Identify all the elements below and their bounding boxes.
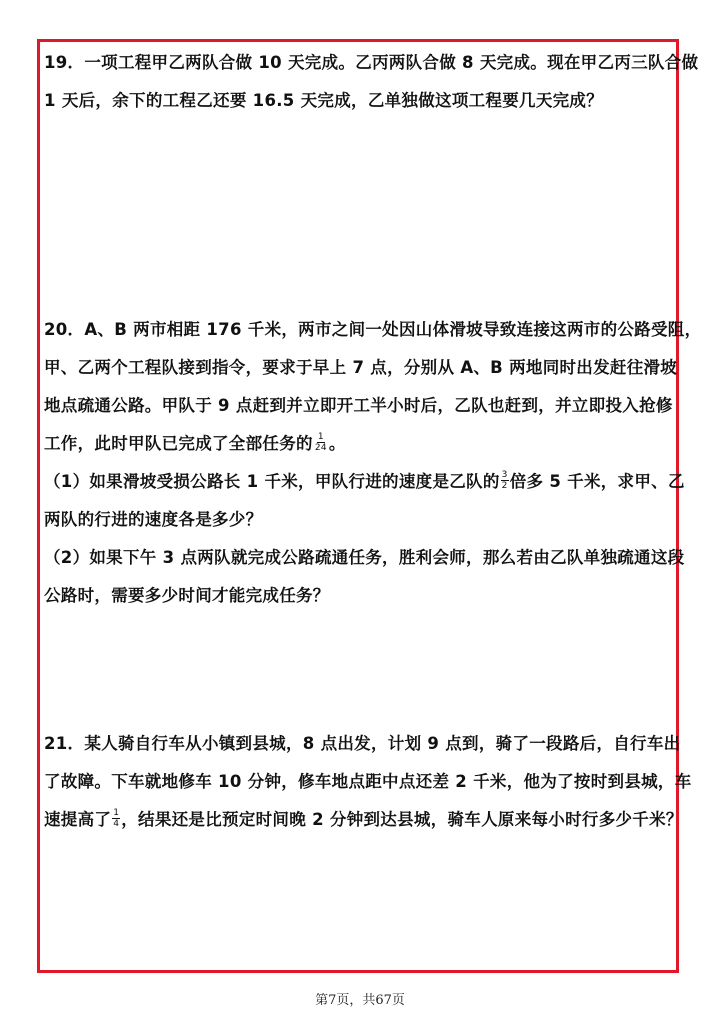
problem-20-line-4-end: 。 (328, 434, 346, 453)
problem-20-sub1-text-end: 倍多 5 千米，求甲、乙 (509, 472, 685, 491)
problem-20-sub2-line-2: 公路时，需要多少时间才能完成任务？ (44, 586, 330, 605)
fraction-denominator: 24 (314, 443, 327, 453)
problem-21-line-2: 了故障。下车就地修车 10 分钟，修车地点距中点还差 2 千米，他为了按时到县城，车 (44, 772, 692, 791)
problem-21-line-3-text: 速提高了 (44, 810, 112, 829)
problem-20-line-4-text: 工作，此时甲队已完成了全部任务的 (44, 434, 313, 453)
problem-19-line-2: 1 天后，余下的工程乙还要 16.5 天完成，乙单独做这项工程要几天完成？ (44, 91, 604, 110)
problem-21-line-3-end: ，结果还是比预定时间晚 2 分钟到达县城，骑车人原来每小时行多少千米？ (121, 810, 683, 829)
fraction-denominator: 2 (501, 481, 508, 491)
fraction-one-twenty-fourth (314, 432, 328, 453)
problem-19 (44, 44, 699, 120)
problem-21-line-3 (44, 801, 684, 839)
problem-20-line-3: 地点疏通公路。甲队于 9 点赶到并立即开工半小时后，乙队也赶到，并立即投入抢修 (44, 396, 673, 415)
page-number-footer: 第7页，共67页 (315, 993, 405, 1008)
fraction-denominator: 4 (113, 819, 120, 829)
problem-20-sub2-line-1: （2）如果下午 3 点两队就完成公路疏通任务，胜利会师，那么若由乙队单独疏通这段 (44, 548, 685, 567)
fraction-three-halves (501, 470, 509, 491)
problem-20-line-1: 20．A、B 两市相距 176 千米，两市之间一处因山体滑坡导致连接这两市的公路受阻， (44, 320, 702, 339)
problem-20-sub1-line-2: 两队的行进的速度各是多少？ (44, 510, 263, 529)
fraction-one-quarter (112, 808, 120, 829)
problem-21-line-1: 21．某人骑自行车从小镇到县城，8 点出发，计划 9 点到，骑了一段路后，自行车出 (44, 734, 681, 753)
fraction-numerator: 1 (113, 808, 120, 818)
problem-20-sub1-text: （1）如果滑坡受损公路长 1 千米，甲队行进的速度是乙队的 (44, 472, 500, 491)
problem-20-line-2: 甲、乙两个工程队接到指令，要求于早上 7 点，分别从 A、B 两地同时出发赶往滑坡 (44, 358, 678, 377)
fraction-numerator: 1 (317, 432, 324, 442)
fraction-numerator: 3 (501, 470, 508, 480)
problem-20 (44, 311, 702, 615)
problem-19-line-1: 19．一项工程甲乙两队合做 10 天完成。乙丙两队合做 8 天完成。现在甲乙丙三队合做 (44, 53, 699, 72)
problem-20-line-4 (44, 425, 684, 463)
problem-20-sub1-line-1 (44, 463, 684, 501)
problem-21 (44, 725, 692, 839)
